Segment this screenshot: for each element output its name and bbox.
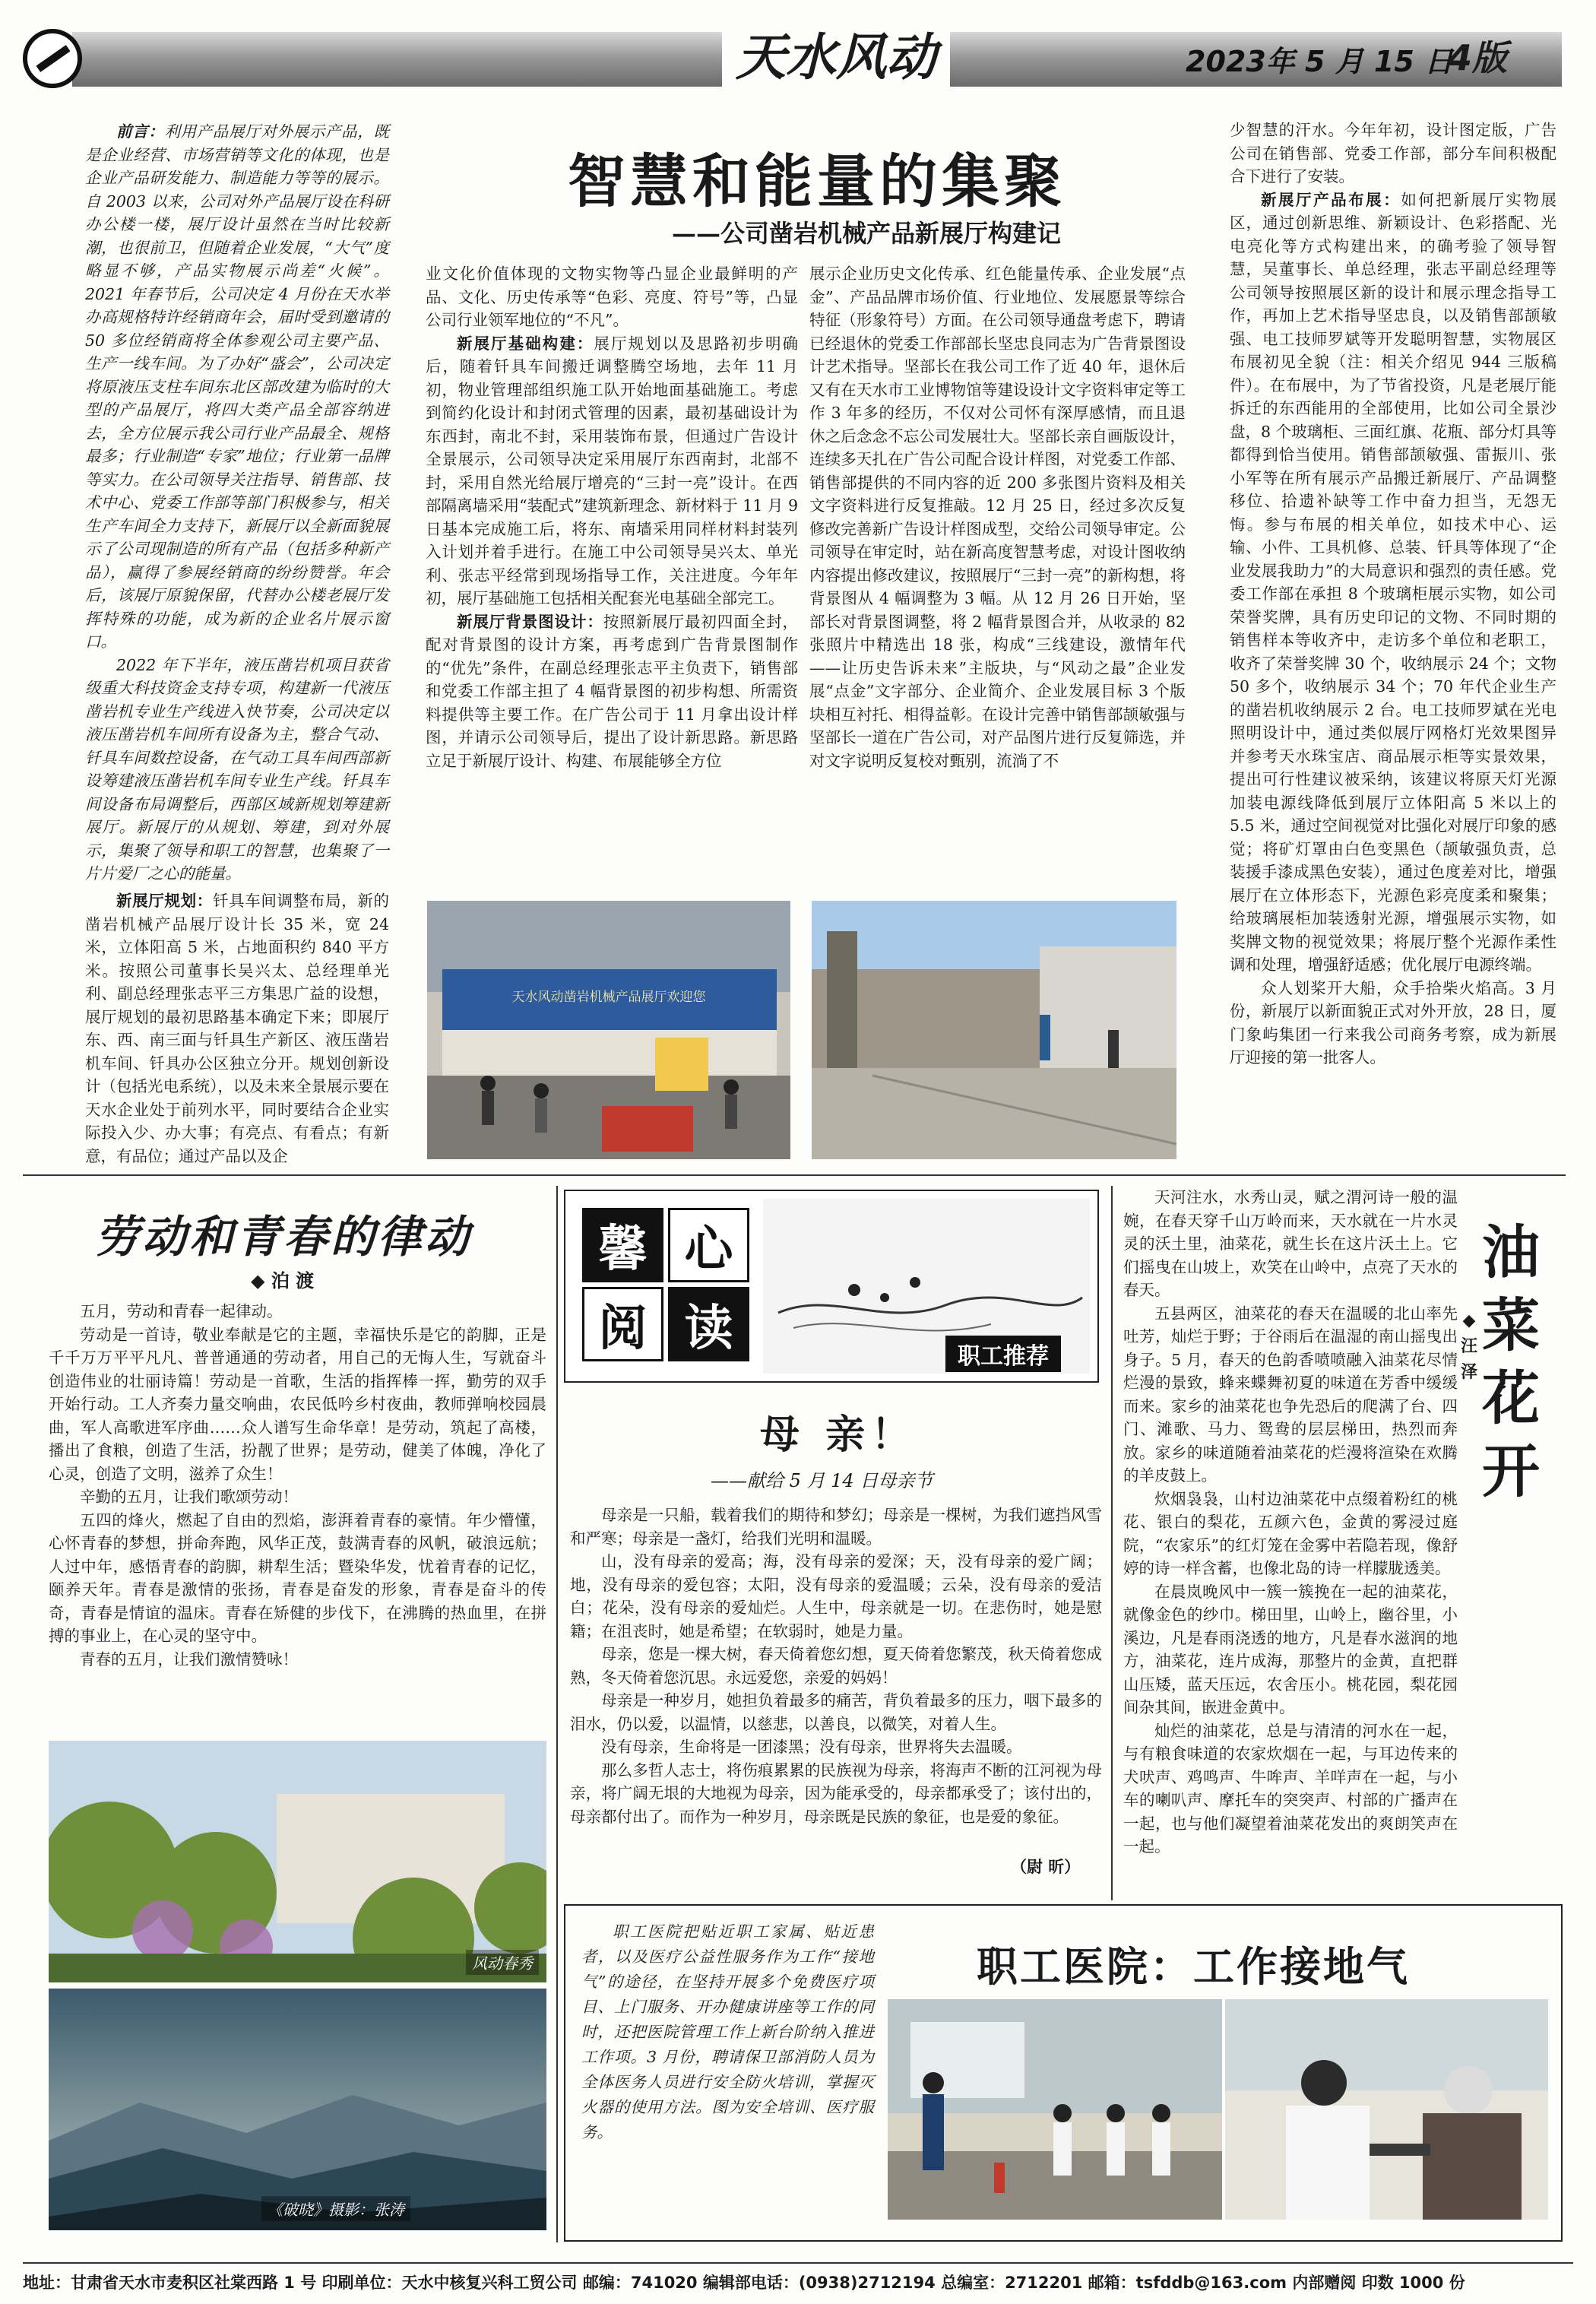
body-para: 职工医院把贴近职工家属、贴近患者，以及医疗公益性服务作为工作“接地气”的途径，在坚持开展多个免费医疗项目、上门服务、开办健康讲座等工作的同时，还把医院管理工作上新台阶纳入推进工作项。3 月份，聘请保卫部消防人员为全体医务人员进行安全防火培训，掌握灭火器的使用方法。图为安全培训、医疗服务。 [581,1922,874,2141]
body-para: 青春的五月，让我们激情赞咏！ [80,1650,298,1669]
body-para: 在晨岚晚风中一簇一簇挽在一起的油菜花，就像金色的纱巾。梯田里，山岭上，幽谷里，小溪边，凡是春雨浇透的地方，凡是春水滋润的地方，油菜花，连片成海，那整片的金黄，直把群山压矮，蓝天压远，农舍压小。桃花园，梨花园间杂其间，嵌进金黄中。 [1123,1582,1458,1716]
rape-author: ◆ 汪 泽 [1460,1310,1477,1382]
column-divider [1111,1186,1113,1900]
labor-body [49,1300,546,1671]
section-label: 新展厅背景图设计： [457,612,603,631]
photo-banner-text: 天水风动凿岩机械产品展厅欢迎您 [511,990,706,1005]
body-para: 母亲是一只船，载着我们的期待和梦幻；母亲是一棵树，为我们遮挡风雪和严寒；母亲是一盏灯，给我们光明和温暖。 [570,1506,1102,1548]
preface-label: 前言： [116,122,165,141]
lead-preface [85,120,389,886]
lead-col4 [1230,119,1556,1070]
section-label: 新展厅产品布展： [1261,190,1401,209]
section-label: 新展厅规划： [116,892,213,910]
section-text: 业文化价值体现的文物实物等凸显企业最鲜明的产品、文化、历史传承等“色彩、亮度、符号”等，凸显公司行业领军地位的“不凡”。 [426,265,798,329]
mother-body [570,1504,1102,1828]
lead-col2 [426,262,798,772]
mother-title: 母 亲！ [760,1412,917,1458]
column-divider [556,1186,558,2242]
spring-campus-photo [49,1741,546,1982]
footer-rule [23,2262,1573,2264]
fire-training-photo [888,1999,1222,2220]
body-para: 天河注水，水秀山灵，赋之渭河诗一般的温婉，在春天穿千山万岭而来，天水就在一片水灵灵的沃土里，油菜花，就生长在这片沃土上。它们摇曳在山坡上，欢笑在山岭中，点亮了天水的春天。 [1123,1188,1458,1299]
mother-signature: （尉 昕） [1011,1857,1081,1876]
section-text: 众人划桨开大船，众手拾柴火焰高。3 月份，新展厅以新面貌正式对外开放，28 日，厦门象屿集团一行来我公司商务考察，成为新展厅迎接的第一批客人。 [1230,978,1556,1066]
body-para: 灿烂的油菜花，总是与清清的河水在一起，与有粮食味道的农家炊烟在一起，与耳边传来的犬吠声、鸡鸣声、牛哞声、羊咩声在一起，与小车的喇叭声、摩托车的突突声、村部的广播声在一起，也与他们凝望着油菜花发出的爽朗笑声在一起。 [1123,1721,1458,1856]
body-para: 没有母亲，生命将是一团漆黑；没有母亲，世界将失去温暖。 [601,1738,1022,1756]
body-para: 五县两区，油菜花的春天在温暖的北山率先吐芳，灿烂于野；于谷雨后在温湿的南山摇曳出身子。5 月，春天的色韵香喷喷融入油菜花尽情烂漫的景致，蜂来蝶舞初夏的味道在芳香中缓缓而来。家乡的油菜花也争先恐后的爬满了台、四门、滩歌、马力、鸳鸯的层层梯田，热烈而奔放。家乡的味道随着油菜花的烂漫将渲染在欢腾的羊皮鼓上。 [1123,1304,1458,1485]
section-divider [23,1174,1566,1176]
issue-date: 2023年 5 月 15 日 [1186,45,1454,78]
showroom-exterior-photo [812,901,1176,1159]
showroom-interior-photo [427,901,790,1159]
labor-title: 劳动和青春的律动 [95,1211,473,1263]
body-para: 五月，劳动和青春一起律动。 [80,1302,283,1320]
body-para: 母亲是一种岁月，她担负着最多的痛苦，背负着最多的压力，咽下最多的泪水，仍以爱，以温情，以慈悲，以善良，以微笑，对着人生。 [570,1691,1102,1733]
section-label: 新展厅基础构建： [457,334,594,353]
photo-caption: 风动春秀 [466,1950,539,1975]
logo-char: 馨 [582,1208,663,1282]
hospital-title: 职工医院：工作接地气 [977,1942,1410,1991]
body-para: 五四的烽火，燃起了自由的烈焰，澎湃着青春的豪情。年少懵懂，心怀青春的梦想，拼命奔跑，风华正茂，鼓满青春的风帆，破浪远航；人过中年，感悟青春的韵脚，耕犁生活；暨染华发，忧着青春的记忆，颐养天年。青春是激情的张扬，青春是奋发的形象，青春是奋斗的传奇，青春是情谊的温床。青春在矫健的步伐下，在沸腾的热血里，在拼搏的事业上，在心灵的坚守中。 [49,1510,546,1645]
section-text: 如何把新展厅实物展区，通过创新思维、新颖设计、色彩搭配、光电亮化等方式构建出来，的确考验了领导智慧，吴董事长、单总经理，张志平副总经理等公司领导按照展区新的设计和展示理念指导工作，再加上艺术指导坚忠良，以及销售部颉敏强、电工技师罗斌等开发聪明智慧，实物展区布展初见全貌（注：相关介绍见 944 三版稿件）。在布展中，为了节省投资，凡是老展厅能拆迁的东西能用的全部使用，比如公司全景沙盘，8 个玻璃柜、三面红旗、花瓶、部分灯具等都得到恰当使用。销售部颉敏强、雷振川、张小军等在所有展示产品搬迁新展厅、产品调整移位、拾遗补缺等工作中奋力担当，无怨无悔。参与布展的相关单位，如技术中心、运输、小件、工具机修、总装、钎具等体现了“企业发展我助力”的大局意识和强烈的责任感。党委工作部在承担 8 个玻璃柜展示实物，如公司荣誉奖牌，具有历史印记的文物、不同时期的销售样本等收齐中，走访多个单位和老职工，收齐了荣誉奖牌 30 个，收纳展示 24 个；文物 50 多个，收纳展示 34 个；70 年代企业生产的凿岩机收纳展示 2 台。电工技师罗斌在光电照明设计中，通过类似展厅网格灯光效果图异并参考天水珠宝店、商品展示柜等实景效果，提出可行性建议被采纳，该建议将原天灯光源加装电源线降低到展厅立体阳高 5 米以上的 5.5 米，通过空间视觉对比强化对展厅印象的感觉；将矿灯罩由白色变黑色（颉敏强负责，总装援手漆成黑色安装），通过色度差对比，增强展厅在立体形态下，光源色彩亮度柔和聚集；给玻璃展柜加装透射光源，增强展示实物，如奖牌文物的视觉效果；将展厅整个光源作柔性调和处理，增强舒适感；优化展厅电源终端。 [1230,190,1556,974]
reading-tag: 职工推荐 [945,1336,1061,1372]
lead-title: 智慧和能量的集聚 [568,147,1066,215]
body-para: 辛勤的五月，让我们歌颂劳动！ [80,1488,298,1506]
body-para: 炊烟袅袅，山村边油菜花中点缀着粉红的桃花、银白的梨花，五颜六色，金黄的雾浸过庭院，“农家乐”的红灯笼在金雾中若隐若现，像舒婷的诗一样含蓄，也像北岛的诗一样朦胧透美。 [1123,1489,1458,1577]
dawn-mountains-photo [49,1989,546,2230]
page-number: 4版 [1448,37,1508,78]
logo-char: 心 [668,1208,749,1282]
body-para: 母亲，您是一棵大树，春天倚着您幻想，夏天倚着您繁茂，秋天倚着您成熟，冬天倚着您沉思。永远爱您，亲爱的妈妈！ [570,1645,1102,1687]
logo-char: 读 [668,1287,749,1361]
rape-body [1123,1186,1458,1859]
labor-author: ◆ 泊 渡 [251,1269,315,1291]
photo-caption: 《破晓》摄影：张涛 [261,2196,410,2221]
section-text: 按照新展厅最初四面全封，配对背景图的设计方案，再考虑到广告背景图制作的“优先”条件，在副总经理张志平主负责下，销售部和党委工作部主担了 4 幅背景图的初步构想、所需资料提供等主要工作。在广告公司于 11 月拿出设计样图，并请示公司领导后，提出了设计新思路。新思路立足于新展厅设计、构建、布展能够全方位 [426,612,799,770]
logo-char: 阅 [582,1287,663,1361]
section-text: 展示企业历史文化传承、红色能量传承、企业发展“点金”、产品品牌市场价值、行业地位、发展愿景等综合特征（形象符号）方面。在公司领导通盘考虑下，聘请已经退休的党委工作部部长坚忠良同志为广告背景图设计艺术指导。坚部长在我公司工作了近 40 年，退休后又有在天水市工业博物馆等建设设计文字资料审定等工作 3 年多的经历，不仅对公司怀有深厚感情，而且退休之后念念不忘公司发展壮大。坚部长亲自画版设计，连续多天扎在广告公司配合设计样图，对党委工作部、销售部提供的不同内容的近 200 多张图片资料及相关文字资料进行反复推敲。12 月 25 日，经过多次反复修改完善新广告设计样图成型，交给公司领导审定。公司领导在审定时，站在新高度智慧考虑，对设计图收纳内容提出修改建议，按照展厅“三封一亮”的新构想，将背景图从 4 幅调整为 3 幅。从 12 月 26 日开始，坚部长对背景图调整，将 2 幅背景图合并，从收录的 82 张照片中精选出 18 张，构成“三线建设，激情年代——让历史告诉未来”主版块，与“风动之最”企业发展“点金”文字部分、企业简介、企业发展目标 3 个版块相互衬托、相得益彰。在设计完善中销售部颉敏强与坚部长一道在广告公司，对产品图片进行反复筛选，并对文字说明反复校对甄别，流淌了不 [809,265,1186,770]
body-para: 劳动是一首诗，敬业奉献是它的主题，幸福快乐是它的韵脚，正是千千万万平平凡凡、普普通通的劳动者，用自己的无悔人生，写就奋斗创造伟业的壮丽诗篇！劳动是一首歌，生活的指挥棒一挥，勤劳的双手开始行动。工人齐奏力量交响曲，农民低吟乡村夜曲，教师弹响校园晨曲，军人高歌进军序曲……众人谱写生命华章！是劳动，筑起了高楼，播出了食粮，创造了生活，扮靓了世界；是劳动，健美了体魄，净化了心灵，创造了文明，滋养了众生！ [49,1325,546,1483]
mother-subtitle: ——献给 5 月 14 日母亲节 [711,1470,933,1491]
body-para: 山，没有母亲的爱高；海，没有母亲的爱深；天，没有母亲的爱广阔；地，没有母亲的爱包容；太阳，没有母亲的爱温暖；云朵，没有母亲的爱洁白；花朵，没有母亲的爱灿烂。人生中，母亲就是一切。在悲伤时，她是慰籍；在沮丧时，她是希望；在软弱时，她是力量。 [570,1552,1102,1640]
section-text: 钎具车间调整布局，新的凿岩机械产品展厅设计长 35 米，宽 24 米，立体阳高 5 米，占地面积约 840 平方米。按照公司董事长吴兴太、总经理单光利、副总经理张志平三方集思广益的设想，展厅规划的最初思路基本确定下来；即展厅东、西、南三面与钎具生产新区、液压凿岩机车间、钎具办公区独立分开。规划创新设计（包括光电系统），以及未来全景展示要在天水企业处于前列水平，同时要结合企业实际投入少、办大事；有亮点、有看点；有新意，有品位；通过产品以及企 [85,892,389,1165]
reading-logo-block [582,1208,749,1360]
hospital-text [581,1919,874,2145]
footer-info: 地址：甘肃省天水市麦积区社棠西路 1 号 印刷单位：天水中核复兴科工贸公司 邮编：741020 编辑部电话：(0938)2712194 总编室：2712201 邮箱：tsfddb@163.com 内部赠阅 印数 1000 份 [23,2274,1465,2292]
lead-subtitle: ——公司凿岩机械产品新展厅构建记 [671,219,1061,248]
lead-col3 [809,262,1186,772]
preface-para: 利用产品展厅对外展示产品，既是企业经营、市场营销等文化的体现，也是企业产品研发能力、制造能力等等的展示。自 2003 以来，公司对外产品展厅设在科研办公楼一楼，展厅设计虽然在当时比较新潮，也很前卫，但随着企业发展，“大气”度略显不够，产品实物展示尚差“火候”。2021 年春节后，公司决定 4 月份在天水举办高规格特许经销商年会，届时受到邀请的 50 多位经销商将全体参观公司主要产品、生产一线车间。为了办好“盛会”，公司决定将原液压支柱车间东北区部改建为临时的大型的产品展厅，将四大类产品全部容纳进去，全方位展示我公司行业产品最全、规格最多；行业制造“专家”地位；行业第一品牌等实力。在公司领导关注指导、销售部、技术中心、党委工作部等部门积极参与，相关生产车间全力支持下，新展厅以全新面貌展示了公司现制造的所有产品（包括多种新产品），赢得了参展经销商的纷纷赞誉。年会后，该展厅原貌保留，代替办公楼老展厅发挥特殊的功能，成为新的企业名片展示窗口。 [85,122,389,651]
lead-col1-tail [85,889,389,1168]
masthead: 天水风动 [722,23,950,91]
medical-service-photo [1225,1999,1548,2220]
reading-column-header [564,1190,1099,1383]
preface-para: 2022 年下半年，液压凿岩机项目获省级重大科技资金支持专项，构建新一代液压凿岩机专业生产线进入快节奏，公司决定以液压凿岩机车间所有设备为主，整合气动、钎具车间数控设备，在气动工具车间西部新设筹建液压凿岩机车间专业生产线。钎具车间设备布局调整后，西部区域新规划筹建新展厅。新展厅的从规划、筹建，到对外展示，集聚了领导和职工的智慧，也集聚了一片片爱厂之心的能量。 [85,655,389,883]
rape-title: 油菜花开 [1482,1219,1540,1505]
section-text: 少智慧的汗水。今年年初，设计图定版，广告公司在销售部、党委工作部，部分车间积极配合下进行了安装。 [1230,121,1556,185]
section-text: 展厅规划以及思路初步明确后，随着钎具车间搬迁调整腾空场地，去年 11 月初，物业管理部组织施工队开始地面基础施工。考虑到简约化设计和封闭式管理的因素，最初基础设计为东西封，南北不封，采用装饰布景，但通过广告设计全景展示，公司领导决定采用展厅东西南封，北部不封，采用自然光给展厅增亮的“三封一亮”设计。在西部隔离墙采用“装配式”建筑新理念、新材料于 11 月 9 日基本完成施工后，将东、南墙采用同样材料封装列入计划并着手进行。在施工中公司领导吴兴太、单光利、张志平经常到现场指导工作，关注进度。今年年初，展厅基础施工包括相关配套光电基础全部完工。 [426,334,799,607]
body-para: 那么多哲人志士，将伤痕累累的民族视为母亲，将海声不断的江河视为母亲，将广阔无垠的大地视为母亲，因为能承受的，母亲都承受了；该付出的，母亲都付出了。而作为一种岁月，母亲既是民族的象征，也是爱的象征。 [570,1760,1102,1826]
company-logo-icon [23,29,82,88]
